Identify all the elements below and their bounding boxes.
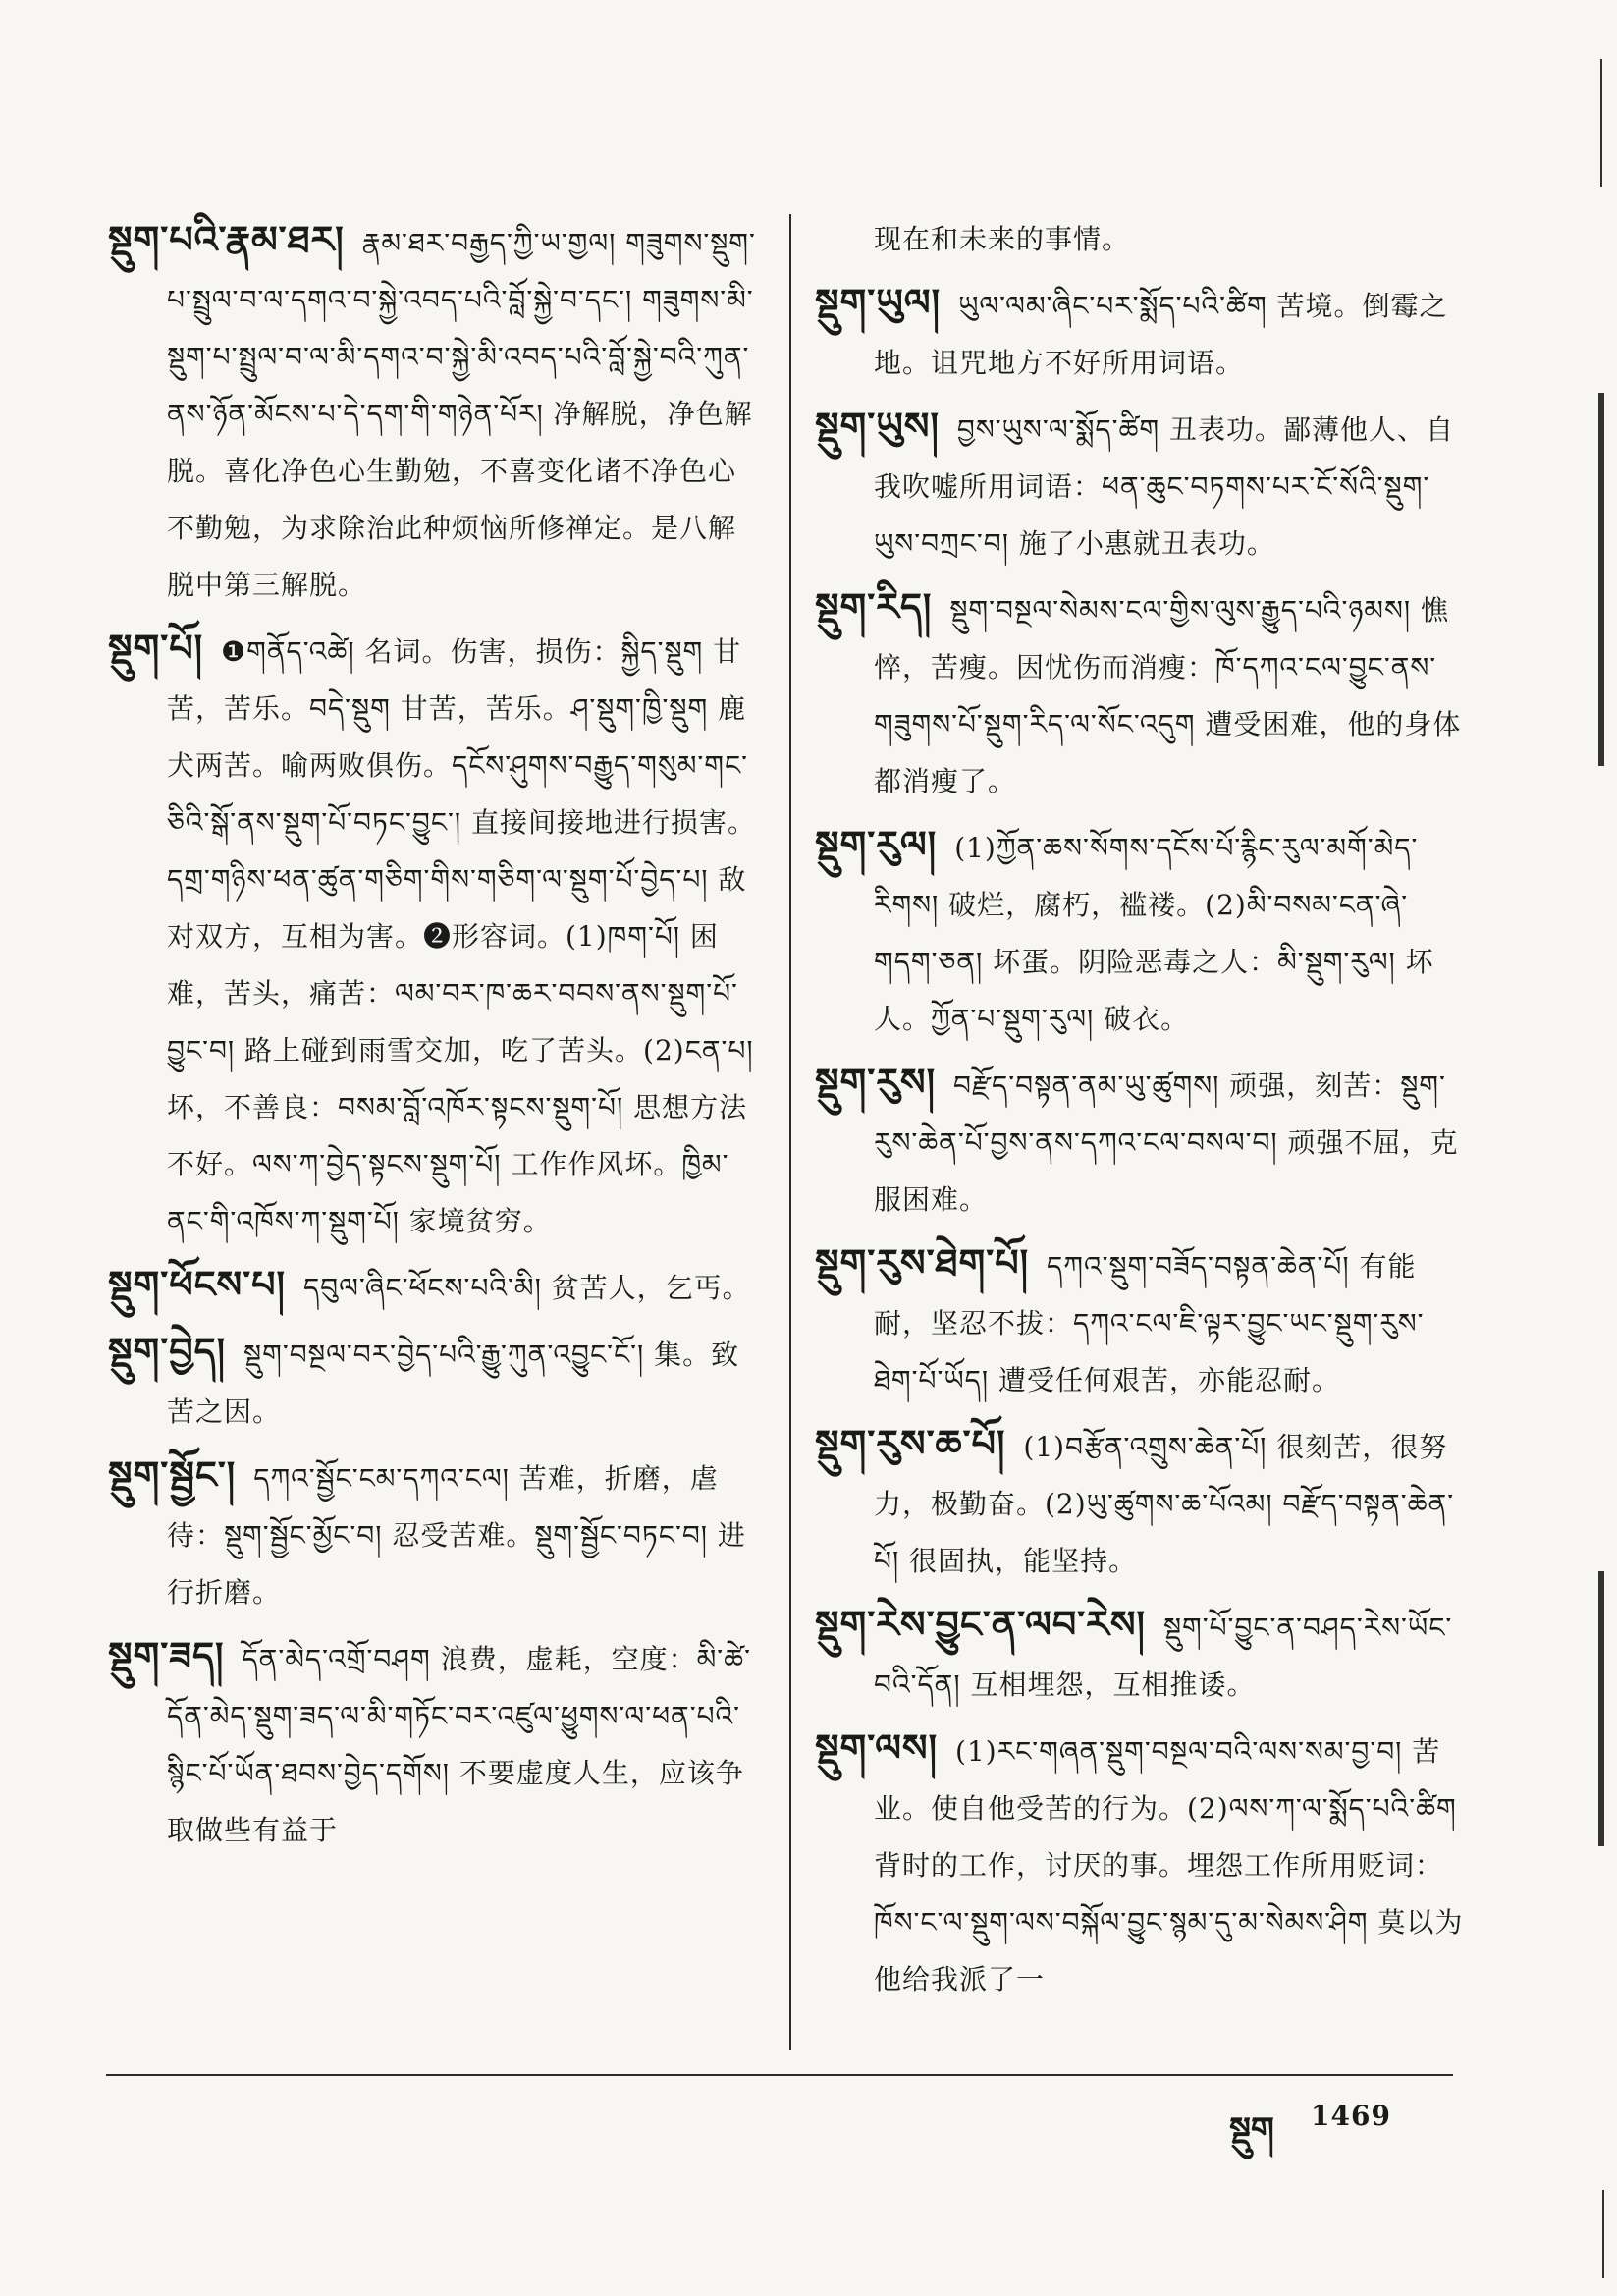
headword: སྡུག་རེས་བྱུང་ན་ལབ་རེས།: [815, 1602, 1146, 1646]
dictionary-entry: [108, 1323, 761, 1441]
edge-mark: [1598, 393, 1604, 766]
headword: སྡུག་རུས་ཆ་པོ།: [815, 1421, 1006, 1465]
entry-text: སྡུག་བསྔལ་བར་བྱེད་པའི་རྒྱུ་ཀུན་འབྱུང་ངོ་། 集。致苦之因。: [167, 1339, 740, 1428]
entry-text: (1)བརྩོན་འགྲུས་ཆེན་པོ། 很刻苦，很努力，极勤奋。(2)ཡུ་ཚུགས་ཆ་པོའམ། བརྫོད་བསྟན་ཆེན་པོ། 很固执，能坚持。: [874, 1431, 1455, 1577]
dictionary-entry: [815, 1234, 1468, 1409]
dictionary-entry: [815, 1596, 1468, 1714]
headword: སྡུག་ཡུས།: [815, 404, 940, 448]
edge-mark: [1602, 2190, 1604, 2278]
entry-text: སྡུག་པོ་བྱུང་ན་བཤད་རེས་ཡོང་བའི་དོན། 互相埋怨，互相推诿。: [874, 1612, 1453, 1701]
headword: སྡུག་པའི་རྣམ་ཐར།: [108, 217, 345, 261]
entry-text: དབུལ་ཞིང་ཕོངས་པའི་མི། 贫苦人，乞丐。: [302, 1272, 751, 1304]
entry-text: སྡུག་བསྔལ་སེམས་ངལ་གྱིས་ལུས་རྒྱུད་པའི་ཉམས། 憔悴，苦瘦。因忧伤而消瘦：ཁོ་དཀའ་ངལ་བྱུང་ནས་གཟུགས་པོ་སྡུག་རིད་ལ་སོང་འདུག 遭受困难，他的身体都消瘦了。: [874, 594, 1462, 797]
dictionary-entry: [108, 1627, 761, 1859]
dictionary-entry: [815, 1720, 1468, 2008]
entry-text: (1)རང་གཞན་སྡུག་བསྔལ་བའི་ལས་སམ་བྱ་བ། 苦业。使自他受苦的行为。(2)ལས་ཀ་ལ་སྨོད་པའི་ཚིག 背时的工作，讨厌的事。埋怨工作所用贬词：ཁོས་ང་ལ་སྡུག་ལས་བསྐོལ་བྱུང་སྙམ་དུ་མ་སེམས་ཤིག 莫以为他给我派了一: [874, 1735, 1464, 1995]
entry-text: དཀའ་སྦྱོང་ངམ་དཀའ་ངལ། 苦难，折磨，虐待：སྡུག་སྦྱོང་མྱོང་བ། 忍受苦难。སྡུག་སྦྱོང་བཏང་བ། 进行折磨。: [167, 1462, 746, 1609]
headword: སྡུག་སྦྱོང་།: [108, 1452, 237, 1497]
headword: སྡུག་ཕོངས་པ།: [108, 1262, 286, 1306]
dictionary-entry: [108, 1447, 761, 1621]
page-number: 1469: [1311, 2100, 1391, 2132]
right-column: [815, 211, 1468, 2014]
left-column: [108, 211, 761, 1865]
entry-text: རྣམ་ཐར་བརྒྱད་ཀྱི་ཡ་གྱལ། གཟུགས་སྡུག་པ་སྤྲུལ་བ་ལ་དགའ་བ་སྐྱེ་འབད་པའི་བློ་སྐྱེ་བ་དང་། གཟུགས་མི་སྡུག་པ་སྤྲུལ་བ་ལ་མི་དགའ་བ་སྐྱེ་མི་འབད་པའི་བློ་སྐྱེ་བའི་ཀུན་ནས་ཉོན་མོངས་པ་དེ་དག་གི་གཉེན་པོར། 净解脱，净色解脱。喜化净色心生勤勉，不喜变化诸不净色心不勤勉，为求除治此种烦恼所修禅定。是八解脱中第三解脱。: [167, 227, 756, 601]
dictionary-entry: [815, 398, 1468, 573]
dictionary-entry: [815, 1415, 1468, 1590]
running-head: སྡུག: [1229, 2110, 1274, 2150]
headword: སྡུག་རུས།: [815, 1060, 937, 1104]
headword: སྡུག་རུལ།: [815, 822, 938, 866]
entry-text: དཀའ་སྡུག་བཟོད་བསྟན་ཆེན་པོ། 有能耐，坚忍不拔：དཀའ་ངལ་ཇི་ལྟར་བྱུང་ཡང་སྡུག་རུས་ཐེག་པོ་ཡོད། 遭受任何艰苦，亦能忍耐。: [874, 1250, 1425, 1396]
entry-text: (1)ཀྱོན་ཆས་སོགས་དངོས་པོ་རྙིང་རུལ་མགོ་མེད་རིགས། 破烂，腐朽，褴褛。(2)མི་བསམ་ངན་ཞེ་གདག་ཅན། 坏蛋。阴险恶毒之人：མི་སྡུག་རུལ། 坏人。ཀྱོན་པ་སྡུག་རུལ། 破衣。: [874, 832, 1434, 1035]
bottom-rule: [106, 2074, 1453, 2076]
entry-text: བརྫོད་བསྟན་ནམ་ཡུ་ཚུགས། 顽强，刻苦：སྡུག་རུས་ཆེན་པོ་བྱས་ནས་དཀའ་ངལ་བསལ་བ། 顽强不屈，克服困难。: [874, 1069, 1459, 1216]
headword: སྡུག་བྱེད།: [108, 1329, 227, 1373]
edge-mark: [1598, 1571, 1604, 1846]
dictionary-entry: [815, 816, 1468, 1048]
entry-text: བྱས་ཡུས་ལ་སྨོད་ཚིག 丑表功。鄙薄他人、自我吹嘘所用词语：ཕན་ཆུང་བཏགས་པར་ངོ་སོའི་སྡུག་ཡུས་བཀྲང་བ། 施了小惠就丑表功。: [874, 413, 1455, 560]
dictionary-entry: [108, 620, 761, 1250]
headword: སྡུག་རིད།: [815, 584, 933, 629]
entry-text: དོན་མེད་འགྲོ་བཤག 浪费，虚耗，空度：མི་ཚེ་དོན་མེད་སྡུག་ཟད་ལ་མི་གཏོང་བར་འཛུལ་ཕྱུགས་ལ་ཕན་པའི་སྙིང་པོ་ཡོན་ཐབས་བྱེད་དགོས། 不要虚度人生，应该争取做些有益于: [167, 1643, 751, 1846]
dictionary-entry: [108, 1256, 761, 1317]
dictionary-entry: [108, 211, 761, 614]
edge-mark: [1600, 59, 1602, 187]
headword: སྡུག་ལས།: [815, 1725, 939, 1770]
headword: སྡུག་ཟད།: [108, 1633, 225, 1677]
dictionary-entry: [815, 211, 1468, 268]
dictionary-entry: [815, 578, 1468, 810]
entry-text: ❶གནོད་འཚེ། 名词。伤害，损伤：སྐྱིད་སྡུག 甘苦，苦乐。བདེ་སྡུག 甘苦，苦乐。ཤ་སྡུག་ཁྱི་སྡུག 鹿犬两苦。喻两败俱伤。དངོས་ཤུགས་བརྒྱུད་གསུམ་གང་ཅིའི་སྒོ་ནས་སྡུག་པོ་བཏང་བྱུང་། 直接间接地进行损害。དགྲ་གཉིས་ཕན་ཚུན་གཅིག་གིས་གཅིག་ལ་སྡུག་པོ་བྱེད་པ། 敌对双方，互相为害。❷形容词。(1)ཁག་པོ། 困难，苦头，痛苦：ལམ་བར་ཁ་ཆར་བབས་ནས་སྡུག་པོ་བྱུང་བ། 路上碰到雨雪交加，吃了苦头。(2)ངན་པ། 坏，不善良：བསམ་བློ་འཁོར་སྟངས་སྡུག་པོ། 思想方法不好。ལས་ཀ་བྱེད་སྟངས་སྡུག་པོ། 工作作风坏。ཁྱིམ་ནང་གི་འཁོས་ཀ་སྡུག་པོ། 家境贫穷。: [167, 635, 757, 1237]
headword: སྡུག་རུས་ཐེག་པོ།: [815, 1240, 1030, 1285]
dictionary-entry: [815, 1054, 1468, 1229]
headword: སྡུག་ཡུལ།: [815, 280, 942, 324]
entry-text: 现在和未来的事情。: [874, 223, 1131, 255]
headword: སྡུག་པོ།: [108, 626, 204, 670]
dictionary-entry: [815, 274, 1468, 392]
column-divider: [789, 214, 791, 2050]
entry-text: ཡུལ་ལམ་ཞིང་པར་སྨོད་པའི་ཚིག 苦境。倒霉之地。诅咒地方不好所用词语。: [874, 290, 1448, 379]
